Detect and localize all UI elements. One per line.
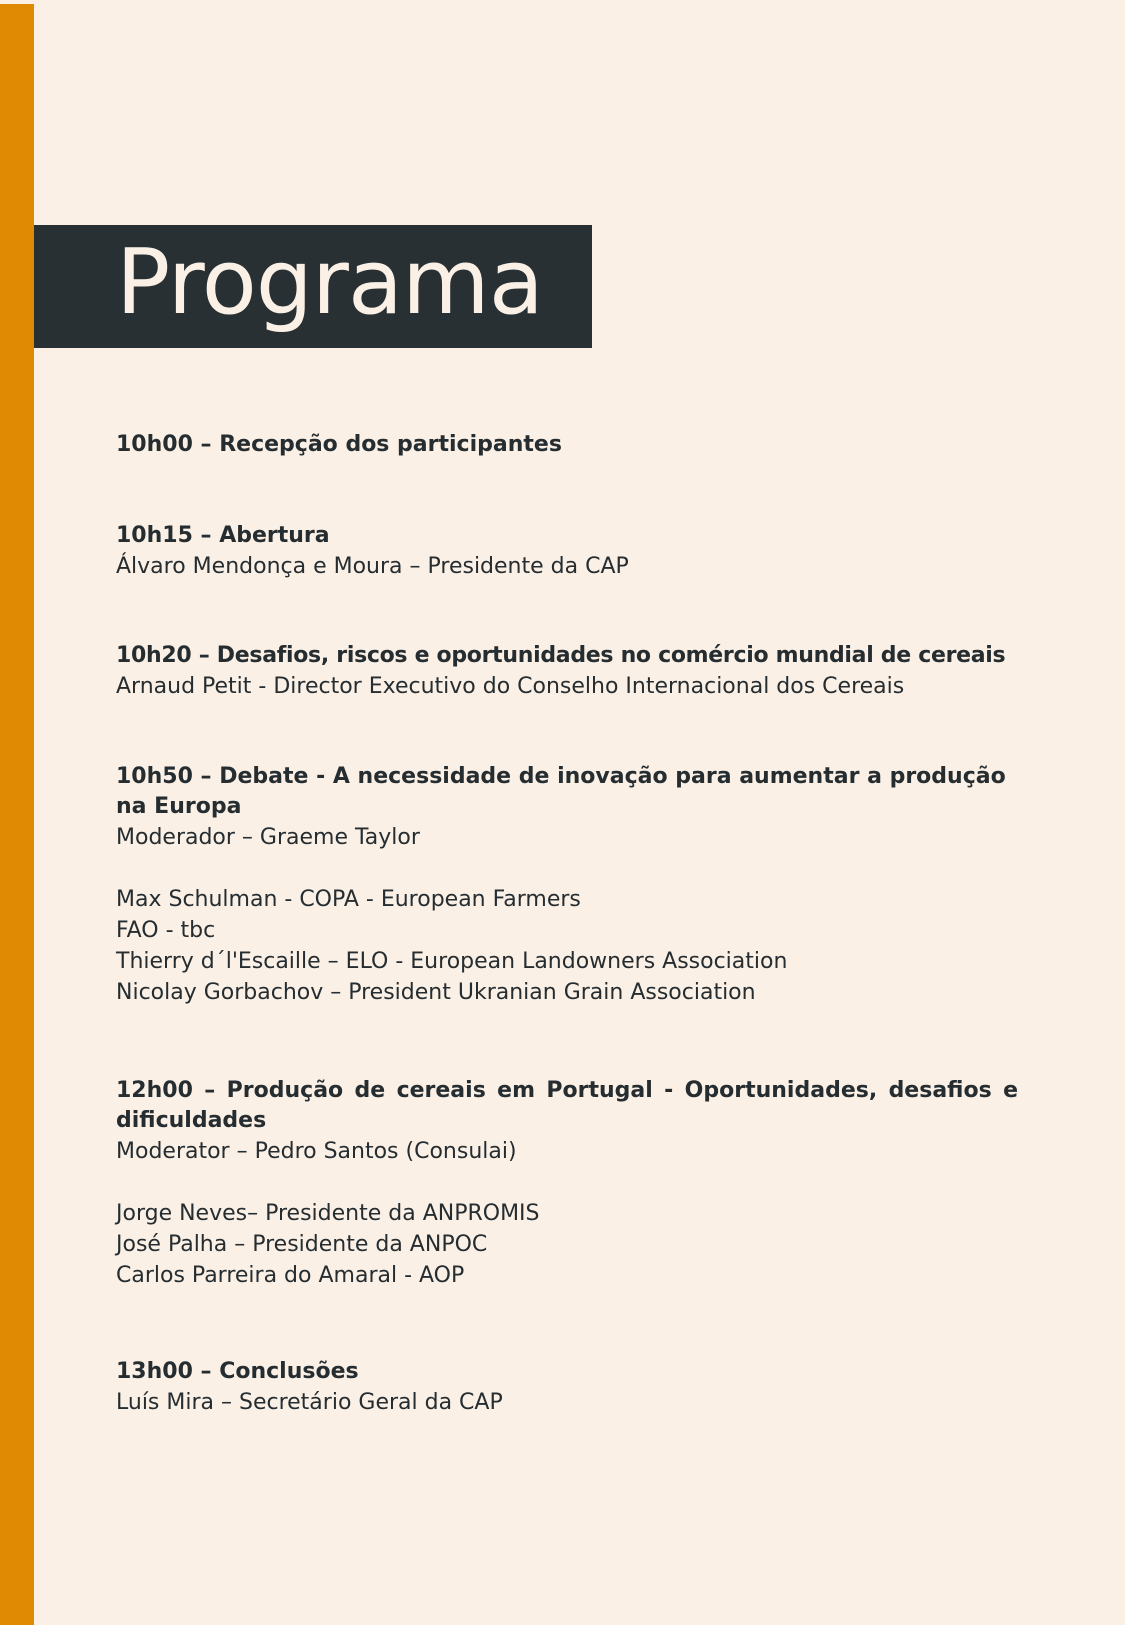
speaker-line: Max Schulman - COPA - European Farmers — [116, 887, 581, 912]
item-heading: 10h50 – Debate - A necessidade de inovação para aumentar a produção na Europa — [116, 764, 1006, 819]
item-heading: 10h00 – Recepção dos participantes — [116, 432, 562, 457]
programme-item — [116, 430, 1018, 460]
title-banner — [34, 225, 592, 348]
moderator-line: Moderator – Pedro Santos (Consulai) — [116, 1139, 517, 1164]
item-heading: 10h15 – Abertura — [116, 523, 330, 548]
accent-side-bar — [0, 4, 34, 1625]
page-title: Programa — [116, 230, 543, 335]
programme-item — [116, 1076, 1018, 1291]
programme-item — [116, 521, 1018, 582]
speaker-line: Carlos Parreira do Amaral - AOP — [116, 1263, 465, 1288]
speaker-line: Thierry d´l'Escaille – ELO - European Landowners Association — [116, 949, 788, 974]
programme-item — [116, 641, 1018, 702]
moderator-line: Moderador – Graeme Taylor — [116, 825, 420, 850]
speaker-line: Arnaud Petit - Director Executivo do Conselho Internacional dos Cereais — [116, 674, 905, 699]
speaker-line: Jorge Neves– Presidente da ANPROMIS — [116, 1201, 540, 1226]
speaker-line: Nicolay Gorbachov – President Ukranian Grain Association — [116, 980, 756, 1005]
item-heading: 10h20 – Desafios, riscos e oportunidades no comércio mundial de cereais — [116, 643, 1006, 668]
speaker-line: José Palha – Presidente da ANPOC — [116, 1232, 488, 1257]
item-heading: 13h00 – Conclusões — [116, 1359, 359, 1384]
programme-item — [116, 762, 1018, 1008]
speaker-line: Álvaro Mendonça e Moura – Presidente da CAP — [116, 554, 629, 579]
item-heading: 12h00 – Produção de cereais em Portugal - Oportunidades, desafios e dificuldades — [116, 1078, 1018, 1133]
speaker-line: Luís Mira – Secretário Geral da CAP — [116, 1390, 503, 1415]
speaker-line: FAO - tbc — [116, 918, 216, 943]
programme-item — [116, 1357, 1018, 1418]
